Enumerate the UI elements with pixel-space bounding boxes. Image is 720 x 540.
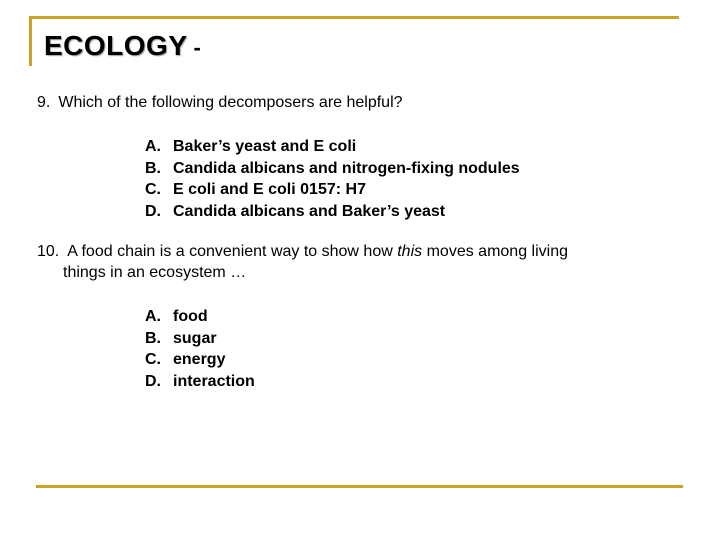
option-b (145, 328, 255, 350)
option-letter: B. (145, 329, 161, 347)
left-border-line (29, 16, 32, 66)
option-letter: C. (145, 181, 161, 198)
question-text-line2: things in an ecosystem … (63, 264, 247, 281)
option-text: Baker’s yeast and E coli (173, 138, 357, 155)
option-b (145, 158, 520, 180)
option-text: energy (173, 351, 226, 368)
option-c (145, 349, 255, 371)
option-c (145, 179, 520, 201)
option-letter: A. (145, 138, 161, 155)
question-9-options (145, 136, 520, 222)
question-text-emphasis: this (397, 243, 423, 260)
option-d (145, 201, 520, 223)
option-letter: A. (145, 308, 161, 325)
option-d (145, 371, 255, 393)
option-letter: D. (145, 202, 161, 220)
option-text: Candida albicans and nitrogen-fixing nodules (173, 159, 520, 177)
bottom-border-line (36, 485, 683, 488)
option-text: food (173, 308, 208, 325)
option-text: interaction (173, 372, 255, 390)
option-letter: D. (145, 372, 161, 390)
question-text: Which of the following decomposers are helpful? (58, 94, 403, 111)
question-number: 9. (37, 94, 51, 111)
question-9 (37, 92, 403, 113)
option-text: E coli and E coli 0157: H7 (173, 181, 366, 198)
option-text: Candida albicans and Baker’s yeast (173, 202, 446, 220)
question-10 (37, 241, 677, 283)
option-letter: C. (145, 351, 161, 368)
title-text: ECOLOGY (44, 30, 188, 61)
title-dash: - (193, 35, 202, 60)
slide-title (44, 30, 201, 62)
question-text-after: moves among living (426, 243, 568, 260)
top-border-line (29, 16, 679, 19)
option-text: sugar (173, 329, 217, 347)
question-10-options (145, 306, 255, 392)
option-a (145, 306, 255, 328)
option-letter: B. (145, 159, 161, 177)
question-number: 10. (37, 243, 60, 260)
question-text-before: A food chain is a convenient way to show how (67, 243, 393, 260)
option-a (145, 136, 520, 158)
